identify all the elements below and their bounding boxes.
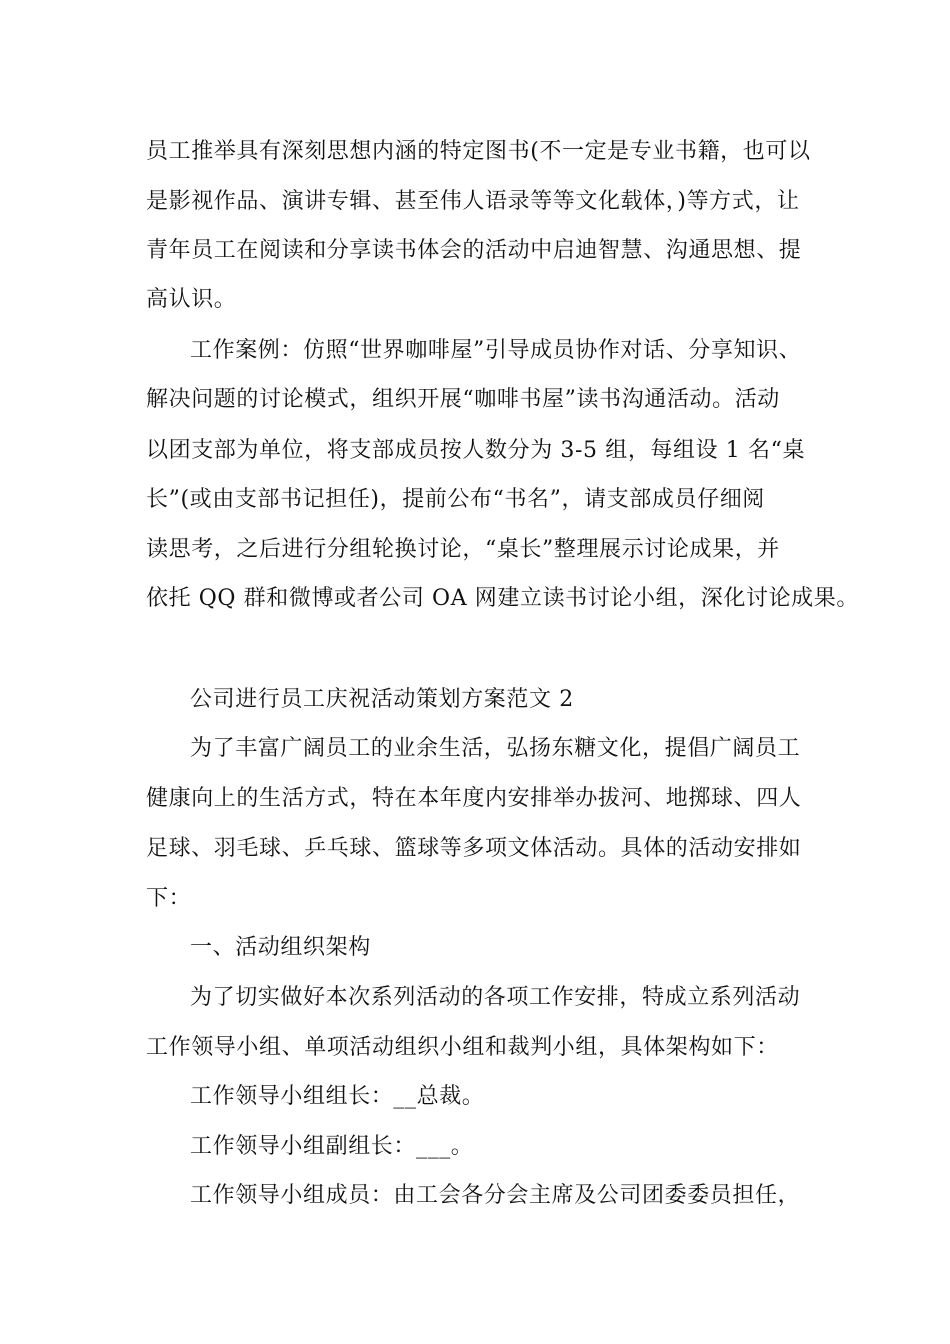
paragraph-line: 以团支部为单位，将支部成员按人数分为 3-5 组，每组设 1 名“桌 [146,438,806,463]
paragraph-line: 青年员工在阅读和分享读书体会的活动中启迪智慧、沟通思想、提 [146,238,802,263]
section-heading: 一、活动组织架构 [190,935,371,960]
paragraph-line: 为了切实做好本次系列活动的各项工作安排，特成立系列活动 [190,985,801,1010]
paragraph-line: 解决问题的讨论模式，组织开展“咖啡书屋”读书沟通活动。活动 [146,387,780,412]
paragraph-line: 长”(或由支部书记担任)，提前公布“书名”，请支部成员仔细阅 [146,487,765,512]
paragraph-line: 为了丰富广阔员工的业余生活，弘扬东糖文化，提倡广阔员工 [190,736,801,761]
paragraph-line: 依托 QQ 群和微博或者公司 OA 网建立读书讨论小组，深化讨论成果。 [146,586,859,611]
paragraph-line: 工作领导小组、单项活动组织小组和裁判小组，具体架构如下： [146,1035,779,1060]
paragraph-line: 下： [146,886,192,911]
paragraph-line: 高认识。 [146,287,237,312]
paragraph-line: 是影视作品、演讲专辑、甚至伟人语录等等文化载体，)等方式，让 [146,189,800,214]
section-title: 公司进行员工庆祝活动策划方案范文 2 [190,687,574,712]
paragraph-line: 健康向上的生活方式，特在本年度内安排举办拔河、地掷球、四人 [146,786,802,811]
paragraph-line: 读思考，之后进行分组轮换讨论，“桌长”整理展示讨论成果，并 [146,537,780,562]
paragraph-line: 工作领导小组成员：由工会各分会主席及公司团委委员担任， [190,1183,801,1208]
paragraph-line: 足球、羽毛球、乒乓球、篮球等多项文体活动。具体的活动安排如 [146,836,802,861]
paragraph-line: 工作领导小组组长：__总裁。 [190,1084,485,1109]
paragraph-line: 工作案例：仿照“世界咖啡屋”引导成员协作对话、分享知识、 [190,338,802,363]
paragraph-line: 工作领导小组副组长：___。 [190,1134,474,1159]
paragraph-line: 员工推举具有深刻思想内涵的特定图书(不一定是专业书籍，也可以 [146,139,811,164]
